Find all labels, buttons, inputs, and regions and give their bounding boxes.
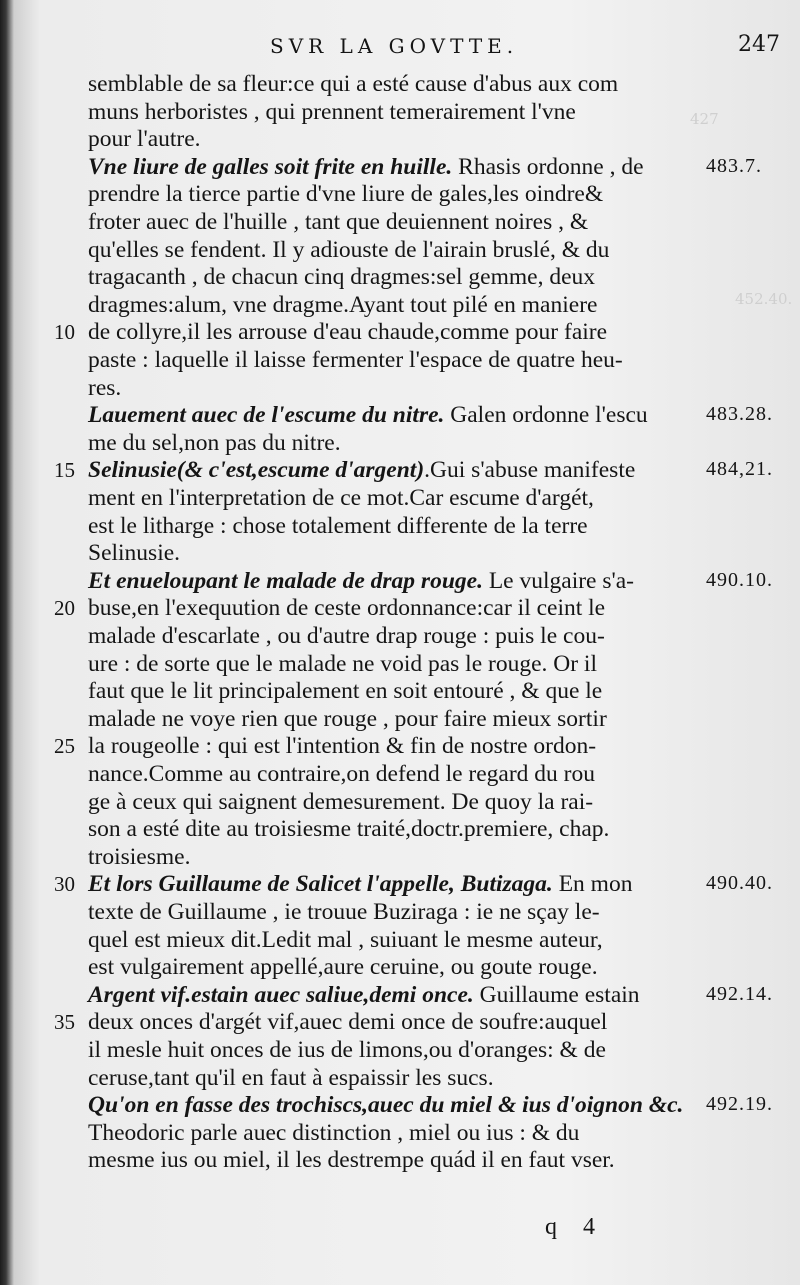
text-line <box>88 512 588 540</box>
italic-lemma: Selinusie(& c'est,escume d'argent) <box>88 457 425 484</box>
page-number: 247 <box>738 32 780 57</box>
text-line <box>88 346 623 374</box>
text-line <box>88 1146 615 1174</box>
text-line <box>88 236 609 264</box>
text-run: de collyre,il les arrouse d'eau chaude,comme pour faire <box>88 319 608 346</box>
text-line <box>88 1036 606 1064</box>
text-run: malade ne voye rien que rouge , pour faire mieux sortir <box>88 705 607 732</box>
line-number: 10 <box>54 320 75 345</box>
text-run: En mon <box>552 871 633 898</box>
text-run: est vulgairement appellé,aure ceruine, ou goute rouge. <box>88 954 598 981</box>
text-line <box>88 291 597 319</box>
text-run: ment en l'interpretation de ce mot.Car escume d'argét, <box>88 485 594 511</box>
text-line <box>88 125 201 153</box>
text-run: Le vulgaire s'a- <box>482 567 634 594</box>
text-line <box>88 1119 579 1147</box>
text-line <box>88 70 618 98</box>
italic-lemma: Lauement auec de l'escume du nitre. <box>88 402 445 429</box>
italic-lemma: Et lors Guillaume de Salicet l'appelle, Butizaga. <box>88 871 553 898</box>
margin-reference: 484,21. <box>706 458 773 481</box>
text-run: qu'elles se fendent. Il y adiouste de l'airain bruslé, & du <box>88 236 610 263</box>
text-run: ure : de sorte que le malade ne void pas le rouge. Or il <box>88 650 597 677</box>
text-run: res. <box>88 374 122 401</box>
text-line <box>88 484 594 512</box>
text-line <box>88 981 640 1009</box>
margin-reference: 490.40. <box>706 872 773 895</box>
line-number: 15 <box>54 458 75 483</box>
text-run: la rougeolle : qui est l'intention & fin de nostre ordon- <box>88 733 597 760</box>
text-run: buse,en l'exequution de ceste ordonnance:car il ceint le <box>88 595 606 622</box>
text-run: il mesle huit onces de ius de limons,ou d'oranges: & de <box>88 1037 606 1063</box>
text-line <box>88 153 644 181</box>
text-run: faut que le lit principalement en soit entouré , & que le <box>88 678 603 705</box>
text-run: Selinusie. <box>88 540 181 567</box>
text-line <box>88 953 598 981</box>
text-run: semblable de sa fleur:ce qui a esté cause d'abus aux com <box>88 71 619 97</box>
text-run: Guillaume estain <box>473 981 640 1008</box>
text-line <box>88 870 632 898</box>
text-run: ceruse,tant qu'il en faut à espaissir les sucs. <box>88 1064 494 1091</box>
text-line <box>88 815 609 843</box>
bleed-through-mark: 427 <box>690 110 719 128</box>
text-line <box>88 732 596 760</box>
text-run: quel est mieux dit.Ledit mal , suiuant le mesme auteur, <box>88 926 603 953</box>
text-run: froter auec de l'huille , tant que deuiennent noires , & <box>88 209 589 235</box>
text-run: malade d'escarlate , ou d'autre drap rouge : puis le cou- <box>88 623 605 649</box>
text-line <box>88 374 121 402</box>
text-run: son a esté dite au troisiesme traité,doctr.premiere, chap. <box>88 816 610 843</box>
margin-reference: 492.19. <box>706 1093 773 1116</box>
text-line <box>88 263 595 291</box>
text-run: Rhasis ordonne , de <box>452 153 644 180</box>
text-line <box>88 677 602 705</box>
margin-reference: 490.10. <box>706 568 773 591</box>
text-run: est le litharge : chose totalement differente de la terre <box>88 512 588 539</box>
text-run: troisiesme. <box>88 843 191 870</box>
line-number: 20 <box>54 596 75 621</box>
text-line <box>88 1091 683 1119</box>
text-line <box>88 318 607 346</box>
text-run: ge à ceux qui saignent demesurement. De quoy la rai- <box>88 788 594 815</box>
text-line <box>88 788 593 816</box>
text-line <box>88 98 576 126</box>
bleed-through-mark: 452.40. <box>735 290 793 308</box>
text-line <box>88 898 600 926</box>
margin-reference: 483.28. <box>706 403 773 426</box>
text-line <box>88 1008 607 1036</box>
text-line <box>88 456 635 484</box>
italic-lemma: Et enueloupant le malade de drap rouge. <box>88 567 483 594</box>
running-title: SVR LA GOVTTE. <box>270 34 519 58</box>
line-number: 25 <box>54 734 75 759</box>
text-run: texte de Guillaume , ie trouue Buziraga : ie ne sçay le- <box>88 899 600 925</box>
text-run: mesme ius ou miel, il les destrempe quád il en faut vser. <box>88 1147 615 1174</box>
text-line <box>88 539 180 567</box>
italic-lemma: Vne liure de galles soit frite en huille. <box>88 153 453 180</box>
text-line <box>88 650 597 678</box>
text-line <box>88 567 634 595</box>
text-line <box>88 622 605 650</box>
text-line <box>88 401 648 429</box>
line-number: 35 <box>54 1010 75 1035</box>
text-run: deux onces d'argét vif,auec demi once de soufre:auquel <box>88 1009 608 1036</box>
text-run: paste : laquelle il laisse fermenter l'espace de quatre heu- <box>88 347 623 373</box>
text-line <box>88 760 595 788</box>
text-line <box>88 594 605 622</box>
text-line <box>88 1064 494 1092</box>
text-run: pour l'autre. <box>88 126 201 153</box>
text-run: muns herboristes , qui prennent temerairement l'vne <box>88 98 576 125</box>
text-line <box>88 429 341 457</box>
text-run: me du sel,non pas du nitre. <box>88 429 341 456</box>
text-run: tragacanth , de chacun cinq dragmes:sel gemme, deux <box>88 264 596 291</box>
text-line <box>88 705 607 733</box>
text-line <box>88 208 588 236</box>
text-run: nance.Comme au contraire,on defend le regard du rou <box>88 761 595 787</box>
text-run: prendre la tierce partie d'vne liure de gales,les oindre& <box>88 181 604 208</box>
margin-reference: 492.14. <box>706 982 773 1005</box>
line-number: 30 <box>54 872 75 897</box>
text-run: Galen ordonne l'escu <box>444 402 648 429</box>
italic-lemma: Argent vif.estain auec saliue,demi once. <box>88 981 474 1008</box>
text-line <box>88 843 190 871</box>
text-run: Theodoric parle auec distinction , miel ou ius : & du <box>88 1119 580 1146</box>
text-run: .Gui s'abuse manifeste <box>424 457 636 484</box>
margin-reference: 483.7. <box>706 154 762 177</box>
text-line <box>88 926 603 954</box>
signature-mark: q 4 <box>545 1214 605 1240</box>
italic-lemma: Qu'on en fasse des trochiscs,auec du miel & ius d'oignon &c. <box>88 1092 684 1119</box>
text-run: dragmes:alum, vne dragme.Ayant tout pilé en maniere <box>88 291 598 318</box>
text-line <box>88 180 603 208</box>
